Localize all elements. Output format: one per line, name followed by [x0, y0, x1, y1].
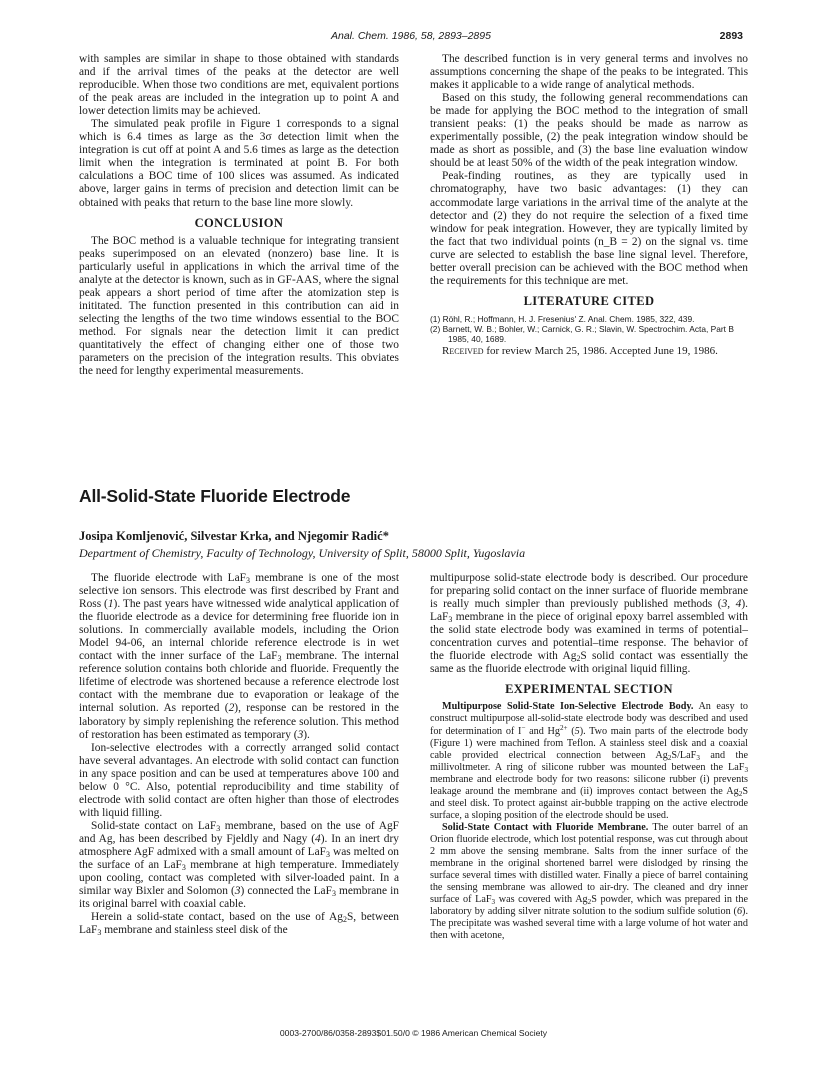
conclusion-paragraph: The BOC method is a valuable technique for integrating transient peaks superimposed on an elevated (nonzero) base line. It is particularly useful in applications in which the arrival time of the analyte at the detector is known, such as in GF-AAS, where the signal peak appears a short period of time after the atomization step is inititated. The function presented in this contribution can aid in selecting the lengths of the two time windows essential to the BOC method. For signals near the detection limit it can predict quantitatively the effect of changing either one of those two parameters on the precision of the integration results. This obviates the need for lengthy experimental measurements.: [79, 234, 399, 378]
body-paragraph: The fluoride electrode with LaF$_3$ membrane is one of the most selective ion sensors. This electrode was first described by Frant and Ross (1). The past years have witnessed wide analytical application of the fluoride electrode as a device for determining free fluoride ion in solutions. In commercially available models, including the Orion Model 94-06, an internal chloride reference electrode is in wet contact with the inner surface of the LaF$_3$ membrane. The internal reference solution contains both chloride and fluoride. Frequently the lifetime of electrode was shortened because a reference electrode lost contact with the membrane due to evaporation or leakage of the internal solution. As reported (2), response can be restored in the laboratory by simply replenishing the reference solution. This method of restoration has been estimated as temporary (3).: [79, 572, 399, 741]
body-paragraph: multipurpose solid-state electrode body is described. Our procedure for preparing solid contact on the inner surface of fluoride membrane is really much simpler than previously published methods (3, 4). LaF$_3$ membrane in the piece of original epoxy barrel assembled with the solid state electrode body was examined in terms of potential–concentration curves and potential–time response. The behavior of the fluoride electrode with $Ag_2S$ solid contact was essentially the same as the fluoride electrode with original liquid filling.: [430, 572, 748, 676]
reference-item: (2) Barnett, W. B.; Bohler, W.; Carnick, G. R.; Slavin, W. Spectrochim. Acta, Part B 1985, 40, 1689.: [430, 324, 734, 345]
article-affiliation: Department of Chemistry, Faculty of Technology, University of Split, 58000 Split, Yugoslavia: [79, 546, 526, 560]
body-paragraph: Solid-state contact on LaF$_3$ membrane, based on the use of AgF and Ag, has been described by Fjeldly and Nagy (4). In an inert dry atmosphere AgF admixed with a small amount of LaF$_3$ was melted on the surface of an LaF$_3$ membrane at high temperature. Immediately upon cooling, contact was completed with silver-loaded paint. In a similar way Bixler and Solomon (3) connected the LaF$_3$ membrane in its original barrel with coaxial cable.: [79, 819, 399, 911]
running-header: [0, 30, 827, 44]
article-title: All-Solid-State Fluoride Electrode: [79, 486, 351, 506]
reference-list: [430, 314, 748, 345]
subsection-heading: Solid-State Contact with Fluoride Membrane.: [442, 821, 649, 833]
body-paragraph: Based on this study, the following general recommendations can be made for applying the BOC method to the integration of small transient peaks: (1) the peaks should be made as narrow as experimentally possible, (2) the peak integration window should be made as short as possible, and (3) the base line evaluation window should be at least 50% of the width of the peak integration window.: [430, 92, 748, 170]
body-paragraph: The simulated peak profile in Figure 1 corresponds to a signal which is 6.4 times as large as the 3σ detection limit when the integration is cut off at point A and 5.6 times as large as the detection limit when the integration is terminated at point B. For both calculations a BOC time of 100 slices was assumed. As indicated above, larger gains in terms of precision and detection limit can be obtained with peaks that return to the base line more slowly.: [79, 118, 399, 209]
article-column-right: [430, 572, 748, 942]
prev-article-column-right: [430, 53, 748, 358]
experimental-heading: EXPERIMENTAL SECTION: [505, 682, 673, 697]
body-paragraph: Peak-finding routines, as they are typically used in chromatography, have two basic advantages: (1) they can accommodate large variations in the arrival time of the analyte at the detector and (2) they do not require the selection of a fixed time window for peak integration. However, they are typically limited by the fact that two individual points (n_B = 2) on the signal vs. time curve are selected to establish the base line signal level. Therefore, better overall precision can be achieved with the BOC method when the requirements for this technique are met.: [430, 170, 748, 287]
body-paragraph: The described function is in very general terms and involves no assumptions concerning the shape of the peaks to be integrated. This makes it applicable to a wide range of analytical methods.: [430, 53, 748, 92]
conclusion-heading: CONCLUSION: [194, 215, 284, 230]
received-text: for review March 25, 1986. Accepted June 19, 1986.: [483, 344, 718, 357]
body-paragraph: Ion-selective electrodes with a correctly arranged solid contact have several advantages. An electrode with solid contact can function in any space position and can be used at temperatures above 100 and below 0 °C. Also, potential reproducibility and time stability of electrode with solid contact are often higher than those of electrodes with liquid filling.: [79, 741, 399, 819]
body-paragraph: Herein a solid-state contact, based on the use of $Ag_2S$, between LaF$_3$ membrane and stainless steel disk of the: [79, 911, 400, 938]
received-note: [430, 345, 748, 358]
methods-paragraph: Solid-State Contact with Fluoride Membrane. The outer barrel of an Orion fluoride electrode, which lost potential response, was cut through about 2 mm above the sensing membrane. Salts from the inner surface of the membrane in the original shortened barrel were dislodged by rinsing the surface several times with distilled water. Finally a piece of barrel containing the sensing membrane was allowed to air-dry. The cleaned and dry inner surface of LaF$_3$ was covered with $Ag_2S$ powder, which was prepared in the laboratory by adding silver nitrate solution to the sodium sulfide solution (6). The precipitate was washed several time with a large volume of hot water and then with acetone,: [430, 821, 748, 942]
subsection-heading: Multipurpose Solid-State Ion-Selective Electrode Body.: [442, 701, 694, 713]
body-paragraph: with samples are similar in shape to those obtained with standards and if the arrival times of the peaks at the detector are well reproducible. When those two conditions are met, equivalent portions of the peak areas are included in the integration up to point A and lower detection limits may be achieved.: [79, 53, 399, 118]
journal-citation: Anal. Chem. 1986, 58, 2893–2895: [331, 30, 491, 42]
methods-paragraph: Multipurpose Solid-State Ion-Selective Electrode Body. An easy to construct multipurpose all-solid-state electrode body was described and used for determination of I− and $Hg^{2+}$ (5). Two main parts of the electrode body (Figure 1) were machined from Teflon. A stainless steel disk and a coaxial cable provided electrical connection between $Ag_2S/LaF_3$ and the millivoltmeter. A ring of silicone rubber was mounted between the LaF$_3$ membrane and electrode body for two reasons: silicone rubber (i) prevents leakage around the membrane and (ii) improves contact between the $Ag_2S$ and steel disk. To protect against air-bubble trapping on the active electrode surface, a sloping position of the electrode should be used.: [430, 701, 748, 821]
literature-heading: LITERATURE CITED: [523, 293, 655, 308]
page-number: 2893: [719, 30, 743, 42]
prev-article-column-left: [79, 53, 399, 378]
reference-item: (1) Röhl, R.; Hoffmann, H. J. Fresenius' Z. Anal. Chem. 1985, 322, 439.: [430, 313, 695, 324]
page-footer: 0003-2700/86/0358-2893$01.50/0 © 1986 American Chemical Society: [279, 1028, 548, 1038]
article-column-left: [79, 572, 399, 937]
article-authors: Josipa Komljenović, Silvestar Krka, and Njegomir Radić*: [79, 529, 389, 543]
received-label: Received: [442, 344, 484, 357]
